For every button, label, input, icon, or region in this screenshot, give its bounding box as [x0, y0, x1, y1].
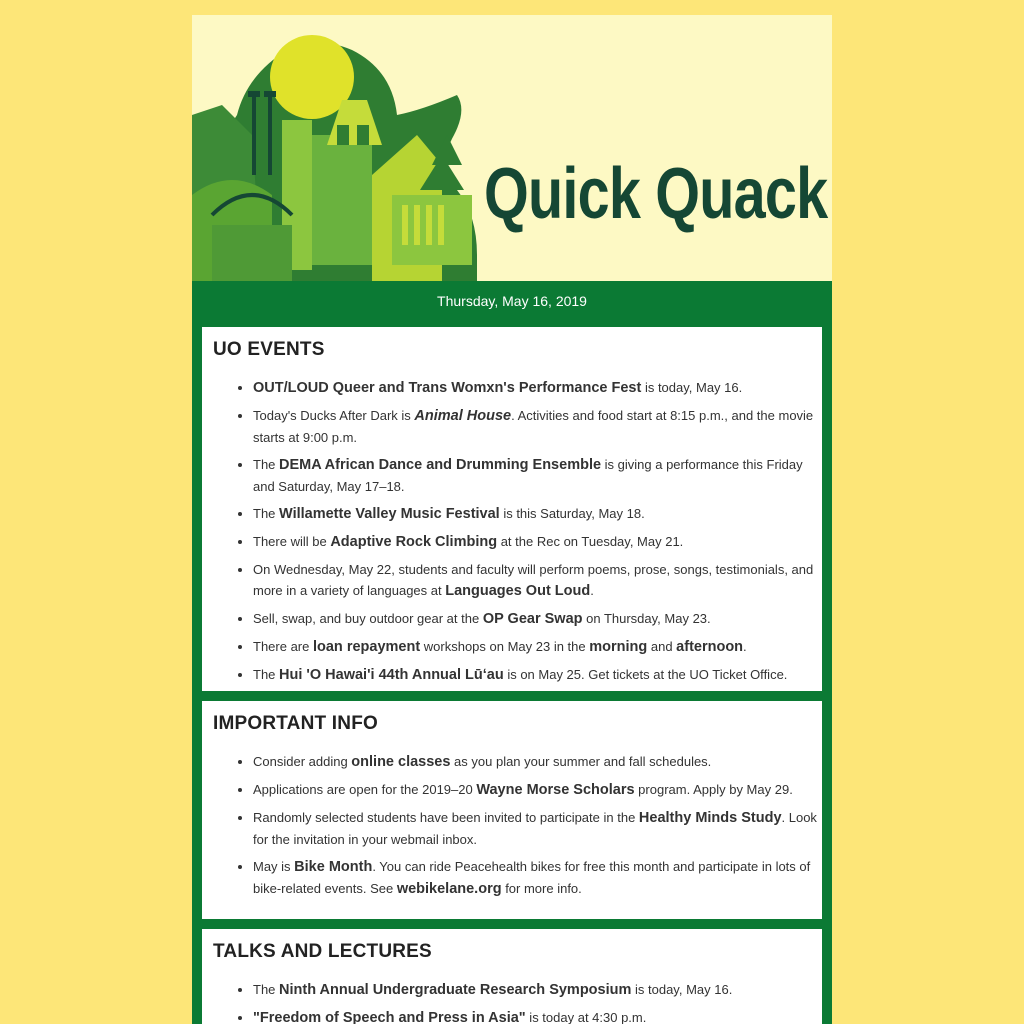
- item-text: . You can ride Peacehealth bikes for free this month and participate in lots of bike-related events. See: [253, 859, 811, 896]
- list-item: [253, 503, 822, 525]
- item-text: is today, May 16.: [631, 982, 733, 997]
- item-text: . Look for the invitation in your webmail inbox.: [253, 810, 817, 847]
- item-text: is on May 25. Get tickets at the UO Ticket Office.: [503, 667, 788, 682]
- list-item: [253, 377, 822, 399]
- item-text: Randomly selected students have been invited to participate in the: [253, 810, 639, 825]
- item-text: at the Rec on Tuesday, May 21.: [497, 534, 684, 549]
- item-link[interactable]: afternoon: [676, 639, 744, 655]
- section-heading: TALKS AND LECTURES: [213, 941, 432, 962]
- item-text: There will be: [253, 534, 331, 549]
- duck-illustration: [192, 15, 832, 281]
- item-link[interactable]: Ninth Annual Undergraduate Research Symposium: [279, 982, 632, 998]
- item-list: [213, 751, 822, 900]
- list-item: [253, 807, 822, 850]
- item-text: program. Apply by May 29.: [634, 782, 793, 797]
- item-text: Applications are open for the 2019–20: [253, 782, 477, 797]
- item-text: .: [590, 583, 594, 598]
- item-text: as you plan your summer and fall schedules.: [450, 754, 712, 769]
- item-text: for more info.: [501, 881, 582, 896]
- section-talks-lectures: [202, 929, 822, 1024]
- list-item: [253, 531, 822, 553]
- item-link[interactable]: OUT/LOUD Queer and Trans Womxn's Performance Fest: [253, 380, 642, 396]
- section-important-info: [202, 701, 822, 919]
- item-link[interactable]: DEMA African Dance and Drumming Ensemble: [279, 457, 602, 473]
- list-item: [253, 608, 822, 630]
- item-link[interactable]: loan repayment: [312, 639, 421, 655]
- item-link[interactable]: "Freedom of Speech and Press in Asia": [253, 1010, 526, 1024]
- item-list: [213, 979, 822, 1024]
- list-item: [253, 636, 822, 658]
- item-text: Consider adding: [253, 754, 352, 769]
- item-link[interactable]: Languages Out Loud: [445, 583, 591, 599]
- item-text: The: [253, 506, 280, 521]
- item-text: .: [743, 639, 747, 654]
- section-heading: IMPORTANT INFO: [213, 713, 378, 734]
- item-link[interactable]: morning: [589, 639, 648, 655]
- newsletter-title: Quick Quack: [484, 154, 828, 234]
- item-list: [213, 377, 822, 686]
- section-uo-events: [202, 327, 822, 691]
- item-emphasis: Animal House: [414, 408, 512, 424]
- item-text: . Activities and food start at 8:15 p.m., and the movie starts at 9:00 p.m.: [253, 408, 814, 445]
- item-text: is today at 4:30 p.m.: [525, 1010, 647, 1024]
- item-text: The: [253, 457, 280, 472]
- header-banner: [192, 15, 832, 281]
- item-link[interactable]: Wayne Morse Scholars: [476, 782, 635, 798]
- item-text: May is: [253, 859, 295, 874]
- item-text: Today's Ducks After Dark is: [253, 408, 415, 423]
- item-text: There are: [253, 639, 313, 654]
- list-item: [253, 405, 822, 448]
- list-item: [253, 856, 822, 900]
- item-link[interactable]: Bike Month: [294, 859, 373, 875]
- item-text: is this Saturday, May 18.: [499, 506, 645, 521]
- item-link[interactable]: Hui 'O Hawai'i 44th Annual Lūʻau: [279, 667, 504, 683]
- issue-date: Thursday, May 16, 2019: [437, 293, 587, 309]
- item-text: The: [253, 667, 280, 682]
- item-link[interactable]: online classes: [351, 754, 451, 770]
- newsletter: [192, 15, 832, 1024]
- list-item: [253, 1007, 822, 1024]
- item-text: and: [647, 639, 677, 654]
- item-text: The: [253, 982, 280, 997]
- list-item: [253, 779, 822, 801]
- list-item: [253, 664, 822, 686]
- item-text: is today, May 16.: [641, 380, 743, 395]
- item-link[interactable]: Healthy Minds Study: [638, 810, 782, 826]
- item-link[interactable]: OP Gear Swap: [482, 611, 583, 627]
- list-item: [253, 454, 822, 497]
- item-text: On Wednesday, May 22, students and faculty will perform poems, prose, songs, testimonials, and more in a variety of languages at: [253, 562, 814, 598]
- list-item: [253, 751, 822, 773]
- item-text: workshops on May 23 in the: [420, 639, 590, 654]
- item-link[interactable]: Willamette Valley Music Festival: [279, 506, 500, 522]
- list-item: [253, 979, 822, 1001]
- list-item: [253, 559, 822, 602]
- section-heading: UO EVENTS: [213, 339, 325, 360]
- item-link[interactable]: Adaptive Rock Climbing: [330, 534, 498, 550]
- item-text: on Thursday, May 23.: [582, 611, 711, 626]
- item-text: is giving a performance this Friday and Saturday, May 17–18.: [253, 457, 803, 494]
- item-text: Sell, swap, and buy outdoor gear at the: [253, 611, 483, 626]
- item-link[interactable]: webikelane.org: [396, 881, 502, 897]
